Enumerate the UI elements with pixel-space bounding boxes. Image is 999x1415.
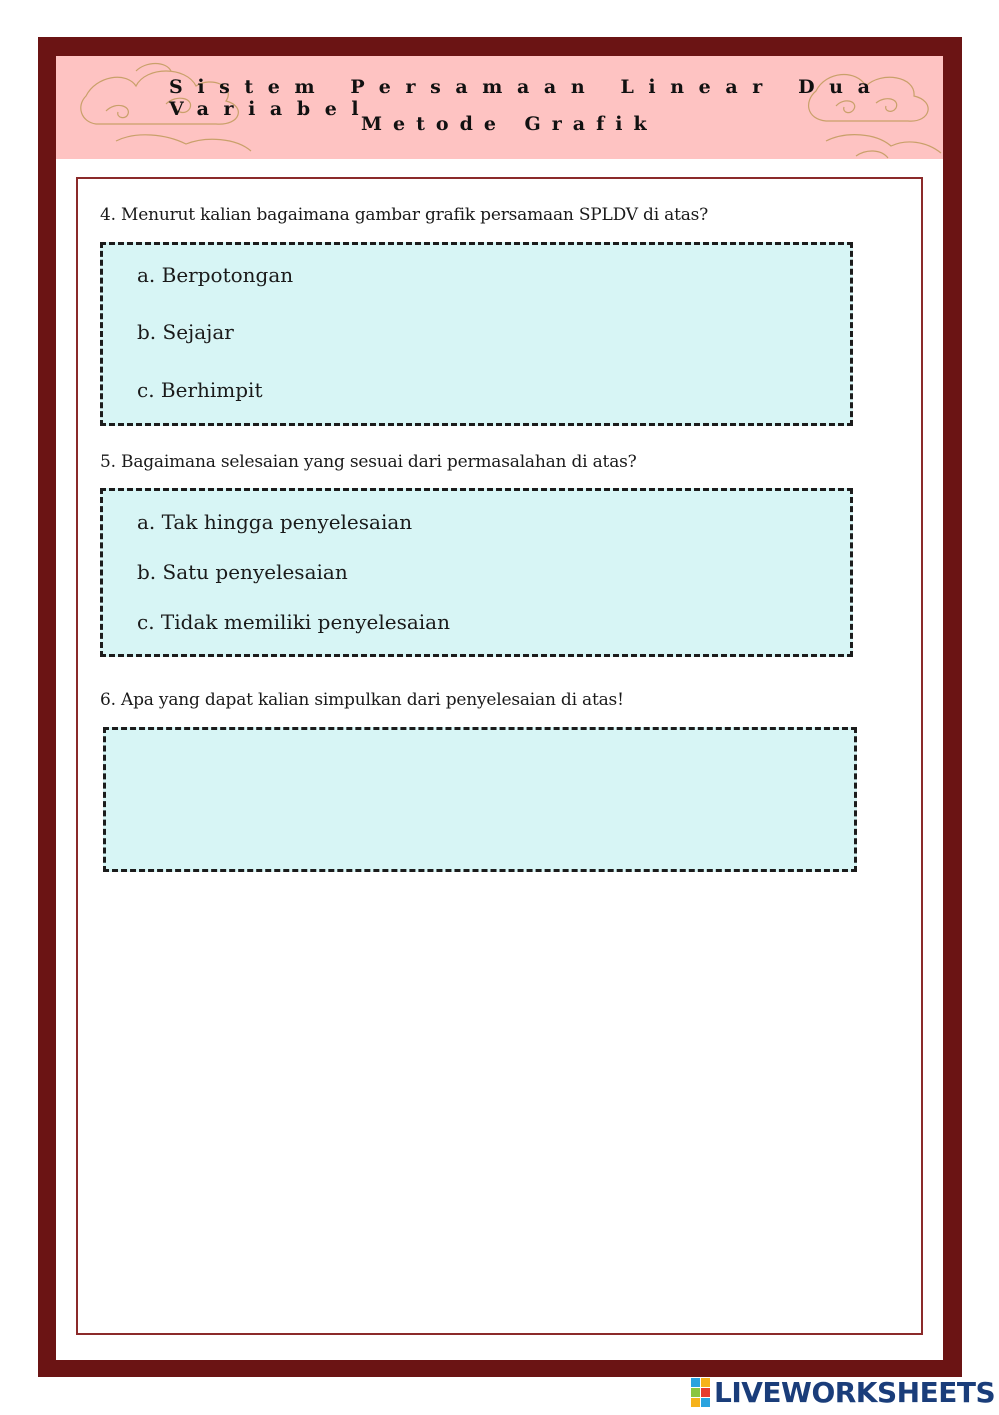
question-6-answer-field[interactable] bbox=[103, 727, 857, 872]
question-4-option-b: b. Sejajar bbox=[137, 320, 234, 344]
question-4-option-a: a. Berpotongan bbox=[137, 263, 294, 287]
liveworksheets-logo bbox=[691, 1376, 995, 1408]
question-5-option-c: c. Tidak memiliki penyelesaian bbox=[137, 610, 450, 634]
question-4-option-c: c. Berhimpit bbox=[137, 378, 263, 402]
question-6-text: 6. Apa yang dapat kalian simpulkan dari penyelesaian di atas! bbox=[100, 690, 624, 710]
question-4-answer-box bbox=[100, 242, 853, 426]
liveworksheets-squares-icon bbox=[691, 1378, 710, 1407]
question-5-text: 5. Bagaimana selesaian yang sesuai dari permasalahan di atas? bbox=[100, 452, 637, 472]
question-5-option-a: a. Tak hingga penyelesaian bbox=[137, 510, 413, 534]
worksheet-title: Sistem Persamaan Linear Dua Variabel bbox=[169, 76, 885, 120]
question-5-option-b: b. Satu penyelesaian bbox=[137, 560, 348, 584]
liveworksheets-brand: LIVEWORKSHEETS bbox=[714, 1375, 996, 1409]
question-4-text: 4. Menurut kalian bagaimana gambar grafik persamaan SPLDV di atas? bbox=[100, 205, 709, 225]
header-banner bbox=[56, 56, 943, 159]
worksheet-subtitle: Metode Grafik bbox=[361, 113, 658, 135]
question-5-answer-box bbox=[100, 488, 853, 657]
